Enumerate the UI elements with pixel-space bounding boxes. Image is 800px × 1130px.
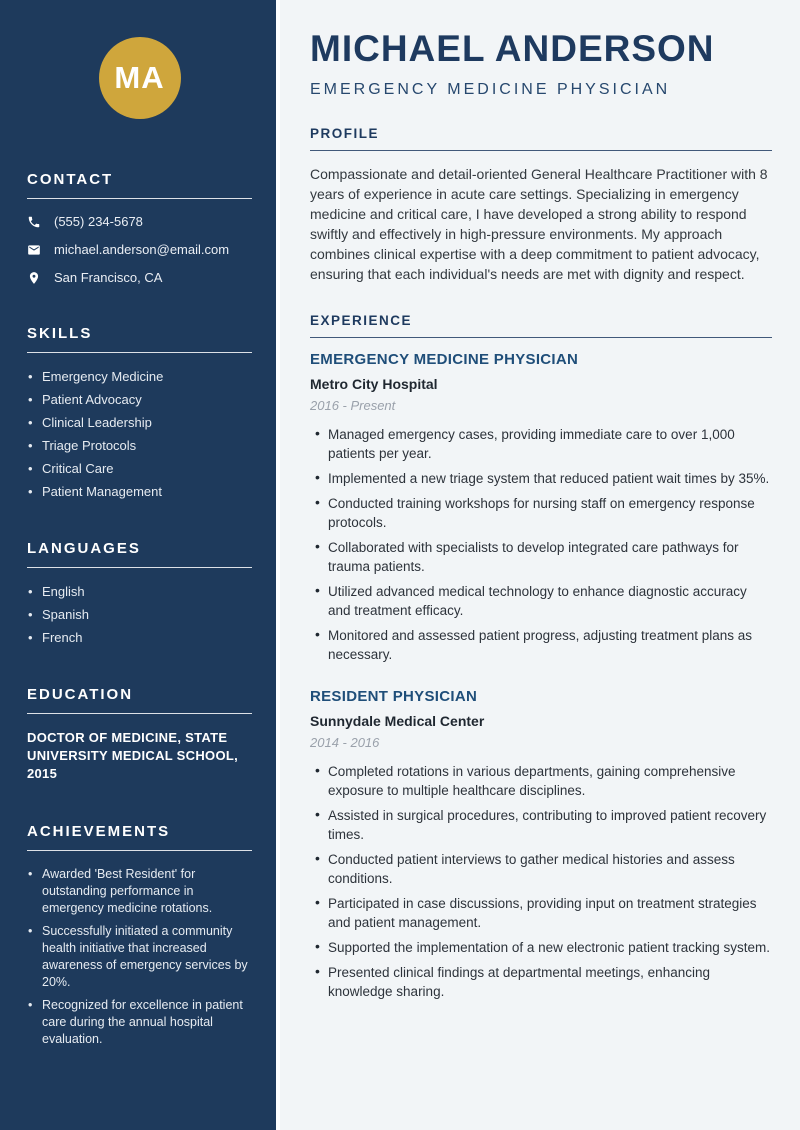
- skills-section: [27, 325, 252, 500]
- skill-item: • Clinical Leadership: [27, 414, 252, 431]
- language-item: • French: [27, 629, 252, 646]
- job-bullet: • Supported the implementation of a new electronic patient tracking system.: [310, 938, 772, 957]
- email-icon: [27, 243, 41, 257]
- skill-item: • Patient Management: [27, 483, 252, 500]
- achievements-list: [27, 866, 252, 1048]
- person-name: MICHAEL ANDERSON: [310, 28, 715, 69]
- skills-heading: SKILLS: [27, 325, 252, 353]
- job-bullet: • Assisted in surgical procedures, contributing to improved patient recovery times.: [310, 806, 772, 844]
- profile-text: Compassionate and detail-oriented General Healthcare Practitioner with 8 years of experience in acute care settings. Specializing in emergency medicine and critical care, I have developed a strong ability to respond swiftly and effectively in high-pressure environments. My approach combines clinical expertise with a deep commitment to patient advocacy, ensuring that each individual's needs are met with dignity and respect.: [310, 166, 768, 282]
- job-title: EMERGENCY MEDICINE PHYSICIAN: [310, 351, 579, 368]
- job-entry: [310, 688, 772, 1001]
- skill-item: • Triage Protocols: [27, 437, 252, 454]
- contact-heading: CONTACT: [27, 171, 252, 199]
- job-bullets: [310, 762, 772, 1001]
- achievement-item: • Recognized for excellence in patient care during the annual hospital evaluation.: [27, 997, 252, 1048]
- achievement-item: • Awarded 'Best Resident' for outstanding performance in emergency medicine rotations.: [27, 866, 252, 917]
- job-entry: [310, 351, 772, 664]
- profile-section: [310, 126, 772, 284]
- profile-heading: PROFILE: [310, 126, 772, 151]
- avatar-initials: MA: [114, 60, 165, 95]
- contact-section: [27, 171, 252, 285]
- job-bullet: • Managed emergency cases, providing immediate care to over 1,000 patients per year.: [310, 425, 772, 463]
- contact-email-row: [27, 242, 252, 257]
- avatar: [99, 37, 181, 119]
- skill-item: • Patient Advocacy: [27, 391, 252, 408]
- job-bullet: • Conducted patient interviews to gather medical histories and assess conditions.: [310, 850, 772, 888]
- achievements-heading: ACHIEVEMENTS: [27, 823, 252, 851]
- skills-list: [27, 368, 252, 500]
- job-company: Metro City Hospital: [310, 376, 438, 392]
- job-dates: 2016 - Present: [310, 398, 396, 413]
- email-address: michael.anderson@email.com: [54, 242, 230, 257]
- languages-heading: LANGUAGES: [27, 540, 252, 568]
- job-bullet: • Implemented a new triage system that reduced patient wait times by 35%.: [310, 469, 772, 488]
- job-bullet: • Collaborated with specialists to develop integrated care pathways for trauma patients.: [310, 538, 772, 576]
- education-section: [27, 686, 252, 783]
- resume-main: [280, 0, 800, 1130]
- job-bullet: • Participated in case discussions, providing input on treatment strategies and patient management.: [310, 894, 772, 932]
- job-bullet: • Conducted training workshops for nursing staff on emergency response protocols.: [310, 494, 772, 532]
- phone-icon: [27, 215, 41, 229]
- job-bullet: • Monitored and assessed patient progress, adjusting treatment plans as necessary.: [310, 626, 772, 664]
- phone-number: (555) 234-5678: [54, 214, 143, 229]
- language-item: • English: [27, 583, 252, 600]
- experience-heading: EXPERIENCE: [310, 313, 772, 338]
- language-item: • Spanish: [27, 606, 252, 623]
- location-text: San Francisco, CA: [54, 270, 163, 285]
- skill-item: • Emergency Medicine: [27, 368, 252, 385]
- job-title: RESIDENT PHYSICIAN: [310, 688, 478, 705]
- achievements-section: [27, 823, 252, 1048]
- location-pin-icon: [27, 271, 41, 285]
- job-bullets: [310, 425, 772, 664]
- languages-list: [27, 583, 252, 646]
- job-bullet: • Presented clinical findings at departmental meetings, enhancing knowledge sharing.: [310, 963, 772, 1001]
- experience-section: [310, 313, 772, 1001]
- contact-location-row: [27, 270, 252, 285]
- job-dates: 2014 - 2016: [310, 735, 380, 750]
- skill-item: • Critical Care: [27, 460, 252, 477]
- languages-section: [27, 540, 252, 646]
- job-bullet: • Utilized advanced medical technology to enhance diagnostic accuracy and treatment efficacy.: [310, 582, 772, 620]
- person-job-title: EMERGENCY MEDICINE PHYSICIAN: [310, 81, 671, 98]
- education-degree: DOCTOR OF MEDICINE, STATE UNIVERSITY MEDICAL SCHOOL, 2015: [27, 730, 239, 781]
- job-bullet: • Completed rotations in various departments, gaining comprehensive exposure to multiple healthcare disciplines.: [310, 762, 772, 800]
- sidebar: [0, 0, 280, 1130]
- achievement-item: • Successfully initiated a community health initiative that increased awareness of emergency services by 20%.: [27, 923, 252, 991]
- education-heading: EDUCATION: [27, 686, 252, 714]
- contact-phone-row: [27, 214, 252, 229]
- job-company: Sunnydale Medical Center: [310, 713, 485, 729]
